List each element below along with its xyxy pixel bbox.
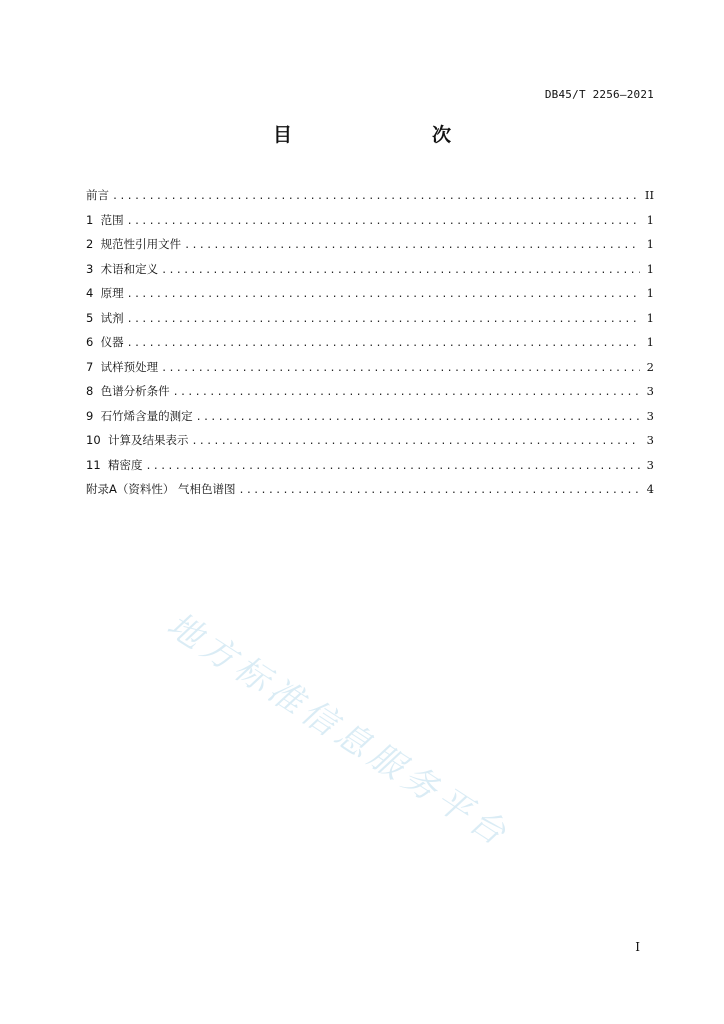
toc-entry-chromatographic-conditions[interactable] (86, 379, 654, 404)
toc-leader-dots (173, 381, 640, 406)
watermark: 地方标准信息服务平台 (159, 604, 518, 857)
toc-entry-instruments[interactable] (86, 330, 654, 355)
toc-entry-appendix-a[interactable] (86, 477, 654, 502)
toc-leader-dots (161, 357, 640, 382)
toc-entry-page: 3 (646, 457, 654, 472)
toc-entry-number: 5 (86, 310, 101, 325)
toc-leader-dots (191, 430, 640, 455)
toc-entry-page: 3 (646, 433, 654, 447)
toc-entry-principle[interactable] (86, 281, 654, 306)
toc-entry-page: 1 (646, 286, 654, 300)
toc-entry-label: 计算及结果表示 (107, 433, 189, 447)
toc-title: 目 次 (272, 124, 485, 146)
toc-leader-dots (161, 259, 640, 284)
toc-entry-number: 1 (86, 212, 101, 227)
toc-entry-label: 术语和定义 (100, 261, 159, 276)
toc-entry-label: 规范性引用文件 (100, 237, 182, 251)
toc-entry-foreword[interactable] (86, 183, 654, 208)
toc-entry-reagents[interactable] (86, 306, 654, 331)
toc-entry-normative-references[interactable] (86, 232, 654, 257)
toc-entry-number: 7 (86, 359, 101, 374)
toc-entry-number: 10 (86, 433, 108, 447)
toc-leader-dots (127, 210, 640, 235)
table-of-contents (86, 183, 654, 502)
page-number: I (635, 940, 640, 954)
toc-entry-page: 1 (646, 237, 654, 251)
toc-entry-number: 6 (86, 335, 101, 349)
toc-entry-label: 色谱分析条件 (100, 384, 170, 398)
toc-entry-page: 4 (646, 482, 654, 496)
toc-entry-page: 1 (646, 261, 654, 276)
toc-entry-page: 2 (646, 359, 654, 374)
toc-entry-page: 1 (646, 212, 654, 227)
toc-leader-dots (239, 479, 640, 504)
toc-entry-label: 原理 (100, 286, 124, 300)
toc-leader-dots (145, 455, 640, 480)
toc-entry-number: 9 (86, 408, 101, 423)
toc-entry-label: 精密度 (107, 457, 143, 472)
toc-entry-page: 1 (646, 310, 654, 325)
toc-entry-label: 前言 (86, 188, 109, 202)
toc-entry-label: 附录A（资料性） 气相色谱图 (86, 482, 236, 496)
toc-entry-label: 试剂 (100, 310, 124, 325)
toc-entry-page: 1 (646, 335, 654, 349)
toc-leader-dots (127, 283, 640, 308)
toc-leader-dots (127, 308, 640, 333)
toc-entry-label: 仪器 (100, 335, 124, 349)
toc-leader-dots (184, 234, 640, 259)
toc-entry-calculation-results[interactable] (86, 428, 654, 453)
toc-entry-sample-pretreatment[interactable] (86, 355, 654, 380)
toc-entry-label: 试样预处理 (100, 359, 159, 374)
toc-entry-page: 3 (646, 384, 654, 398)
toc-leader-dots (112, 185, 640, 210)
toc-entry-number: 8 (86, 384, 101, 398)
toc-entry-number: 4 (86, 286, 101, 300)
toc-entry-scope[interactable] (86, 208, 654, 233)
toc-entry-number: 11 (86, 457, 108, 472)
toc-entry-number: 3 (86, 261, 101, 276)
toc-leader-dots (196, 406, 640, 431)
toc-entry-label: 石竹烯含量的测定 (100, 408, 193, 423)
document-code: DB45/T 2256—2021 (544, 88, 654, 101)
toc-entry-label: 范围 (100, 212, 124, 227)
toc-entry-page: II (644, 188, 654, 202)
toc-entry-number: 2 (86, 237, 101, 251)
toc-entry-precision[interactable] (86, 453, 654, 478)
toc-entry-page: 3 (646, 408, 654, 423)
toc-entry-caryophyllene-determination[interactable] (86, 404, 654, 429)
toc-entry-terms-definitions[interactable] (86, 257, 654, 282)
toc-leader-dots (127, 332, 640, 357)
